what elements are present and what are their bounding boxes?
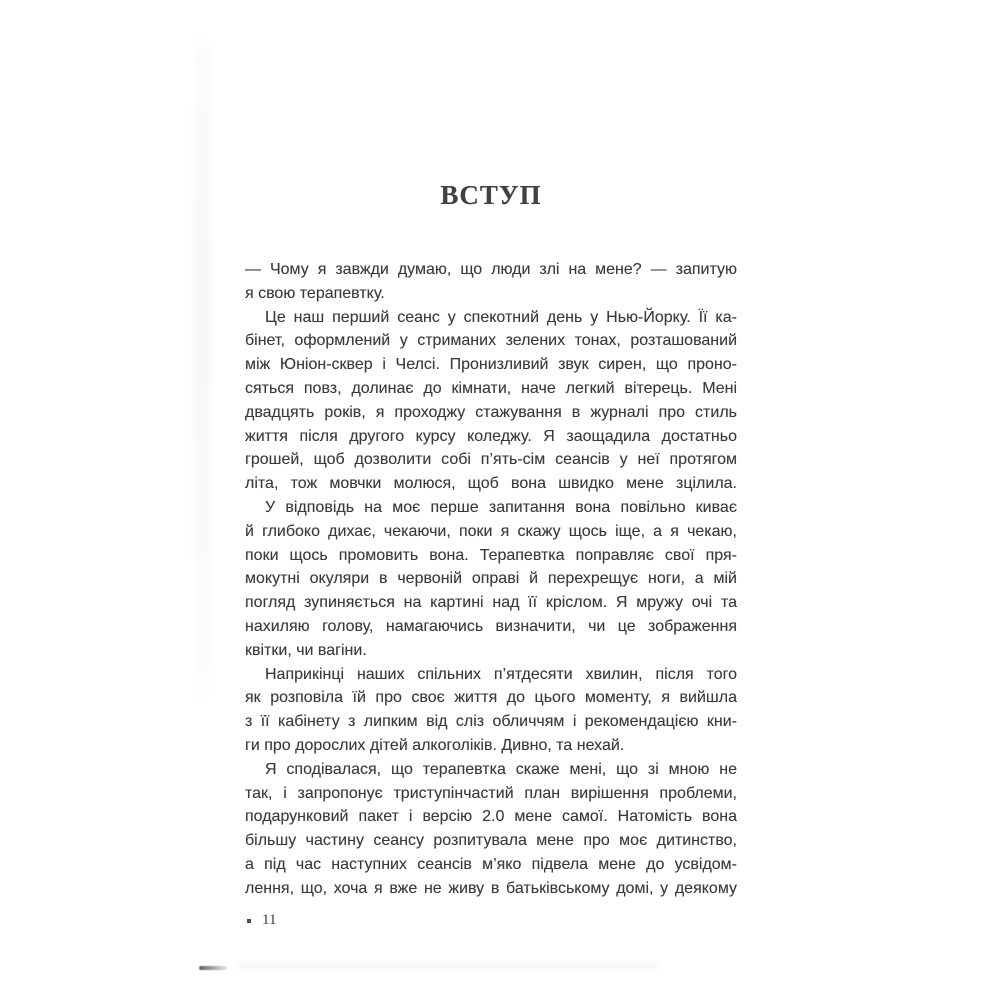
text-line: й глибоко дихає, чекаючи, поки я скажу щось іще, а я чекаю, — [245, 522, 737, 540]
scan-artifact-dash — [199, 966, 227, 970]
text-line: більшу частину сеансу розпитувала мене про моє дитинство, — [245, 832, 737, 850]
text-line: а під час наступних сеансів м’яко підвела мене до усвідом- — [245, 855, 737, 873]
text-line: погляд зупиняється на картині над її кріслом. Я мружу очі та — [245, 594, 737, 612]
text-line: з її кабінету з липким від сліз обличчям і рекомендацією кни- — [245, 713, 737, 731]
text-line: мокутні окуляри в червоній оправі й перехрещує ноги, а мій — [245, 570, 737, 588]
page-number: 11 — [262, 912, 277, 928]
text-line: сяться повз, долинає до кімнати, наче легкий вітерець. Мені — [245, 379, 737, 397]
text-line: нахиляю голову, намагаючись визначити, чи це зображення — [245, 617, 737, 635]
text-line: як розповіла їй про своє життя до цього моменту, я вийшла — [245, 689, 737, 707]
text-line: я свою терапевтку. — [245, 284, 385, 302]
text-line: ги про дорослих дітей алкоголіків. Дивно, та нехай. — [245, 736, 625, 754]
body-text — [245, 258, 737, 901]
text-line: подарунковий пакет і версію 2.0 мене самої. Натомість вона — [245, 808, 737, 826]
chapter-title: ВСТУП — [440, 180, 542, 211]
text-line: літа, тож мовчки молюся, щоб вона швидко мене зцілила. — [245, 475, 737, 493]
text-line: — Чому я завжди думаю, що люди злі на мене? — запитую — [245, 261, 737, 278]
text-line: так, і запропонує триступінчастий план вирішення проблеми, — [245, 784, 737, 802]
text-line: квітки, чи вагіни. — [245, 641, 367, 659]
text-line: лення, що, хоча я вже не живу в батьківському домі, у деякому — [245, 879, 737, 897]
text-line: поки щось промовить вона. Терапевтка поправляє свої пря- — [245, 546, 737, 564]
text-line: життя після другого курсу коледжу. Я заощадила достатньо — [245, 427, 737, 445]
scan-artifact-smudge — [238, 964, 658, 968]
text-line: Це наш перший сеанс у спекотний день у Нью-Йорку. Її ка- — [265, 308, 737, 326]
text-line: Наприкінці наших спільних п’ятдесяти хвилин, після того — [265, 665, 737, 683]
text-line: між Юніон-сквер і Челсі. Пронизливий звук сирен, що проно- — [245, 356, 737, 374]
text-line: Я сподівалася, що терапевтка скаже мені, що зі мною не — [265, 760, 737, 778]
text-line: У відповідь на моє перше запитання вона повільно киває — [265, 498, 737, 516]
scan-shadow-band — [194, 40, 210, 700]
text-line: бінет, оформлений у стриманих зелених тонах, розташований — [245, 332, 737, 350]
square-bullet-icon — [247, 919, 251, 923]
page-footer — [247, 912, 276, 929]
text-line: двадцять років, я проходжу стажування в журналі про стиль — [245, 403, 737, 421]
text-line: грошей, щоб дозволити собі п’ять-сім сеансів у неї протягом — [245, 451, 737, 469]
